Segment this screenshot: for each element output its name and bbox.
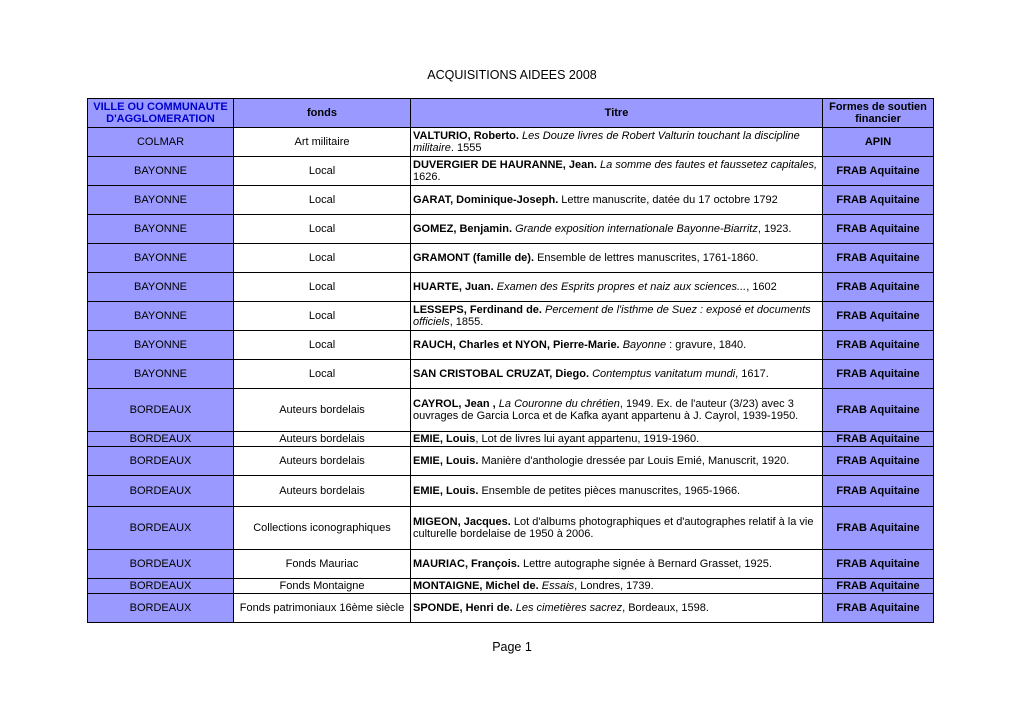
titre-author: EMIE, Louis. (413, 455, 479, 467)
titre-rest: : gravure, 1840. (666, 339, 747, 351)
titre-rest: Lettre autographe signée à Bernard Grasset, 1925. (519, 558, 772, 570)
titre-author: SAN CRISTOBAL CRUZAT, Diego. (413, 368, 590, 380)
header-formes-soutien: Formes de soutien financier (823, 99, 934, 128)
table-header-row (88, 99, 934, 128)
cell-ville: BAYONNE (88, 331, 234, 360)
cell-fonds: Collections iconographiques (234, 507, 411, 550)
cell-ville: BAYONNE (88, 302, 234, 331)
cell-ville: BORDEAUX (88, 476, 234, 507)
titre-rest: Manière d'anthologie dressée par Louis Emié, Manuscrit, 1920. (478, 455, 790, 467)
cell-fonds: Art militaire (234, 128, 411, 157)
titre-work: Percement de l'isthme de Suez : exposé et documents officiels (413, 304, 811, 328)
table-row (88, 579, 934, 594)
cell-fonds: Local (234, 273, 411, 302)
page-number: Page 1 (492, 640, 532, 654)
titre-rest: , 1855. (449, 316, 484, 328)
titre-work: Essais (541, 580, 575, 592)
titre-rest: . 1555 (450, 142, 482, 154)
table-row (88, 157, 934, 186)
cell-fonds: Local (234, 157, 411, 186)
table-row (88, 186, 934, 215)
cell-ville: BORDEAUX (88, 389, 234, 432)
cell-forme-soutien: FRAB Aquitaine (823, 447, 934, 476)
cell-titre (411, 594, 823, 623)
table-row (88, 273, 934, 302)
cell-titre (411, 550, 823, 579)
titre-author: MONTAIGNE, Michel de. (413, 580, 539, 592)
cell-fonds: Fonds patrimoniaux 16ème siècle (234, 594, 411, 623)
cell-forme-soutien: FRAB Aquitaine (823, 360, 934, 389)
cell-fonds: Auteurs bordelais (234, 389, 411, 432)
cell-ville: BORDEAUX (88, 432, 234, 447)
cell-ville: BAYONNE (88, 186, 234, 215)
cell-forme-soutien: FRAB Aquitaine (823, 331, 934, 360)
cell-fonds: Local (234, 215, 411, 244)
cell-ville: BORDEAUX (88, 447, 234, 476)
cell-titre (411, 157, 823, 186)
table-row (88, 244, 934, 273)
header-fonds: fonds (234, 99, 411, 128)
table-body (88, 128, 934, 623)
cell-titre (411, 215, 823, 244)
acquisitions-table (87, 98, 934, 623)
cell-forme-soutien: FRAB Aquitaine (823, 550, 934, 579)
cell-fonds: Auteurs bordelais (234, 432, 411, 447)
header-ville: VILLE OU COMMUNAUTE D'AGGLOMERATION (88, 99, 234, 128)
document-title: ACQUISITIONS AIDEES 2008 (427, 68, 597, 82)
table-row (88, 128, 934, 157)
table-row (88, 476, 934, 507)
cell-forme-soutien: FRAB Aquitaine (823, 157, 934, 186)
titre-author: SPONDE, Henri de. (413, 602, 513, 614)
cell-titre (411, 579, 823, 594)
cell-fonds: Fonds Mauriac (234, 550, 411, 579)
table-row (88, 507, 934, 550)
titre-rest: 1626. (413, 171, 441, 183)
titre-work: Bayonne (622, 339, 667, 351)
cell-titre (411, 476, 823, 507)
titre-rest: , 1602 (746, 281, 777, 293)
cell-forme-soutien: FRAB Aquitaine (823, 476, 934, 507)
titre-work: Les cimetières sacrez (515, 602, 623, 614)
table-row (88, 331, 934, 360)
cell-forme-soutien: FRAB Aquitaine (823, 594, 934, 623)
titre-rest: Ensemble de lettres manuscrites, 1761-1860. (534, 252, 759, 264)
table-row (88, 594, 934, 623)
titre-author: LESSEPS, Ferdinand de. (413, 304, 542, 316)
titre-author: MIGEON, Jacques. (413, 516, 511, 528)
titre-author: GOMEZ, Benjamin. (413, 223, 513, 235)
cell-forme-soutien: FRAB Aquitaine (823, 507, 934, 550)
titre-author: CAYROL, Jean , (413, 398, 496, 410)
cell-ville: BAYONNE (88, 360, 234, 389)
titre-work: Grande exposition internationale Bayonne-Biarritz (515, 223, 758, 235)
cell-forme-soutien: FRAB Aquitaine (823, 244, 934, 273)
cell-forme-soutien: FRAB Aquitaine (823, 273, 934, 302)
cell-fonds: Local (234, 331, 411, 360)
cell-ville: BAYONNE (88, 244, 234, 273)
titre-work: Les Douze livres de Robert Valturin touchant la discipline militaire (413, 130, 800, 154)
cell-ville: BAYONNE (88, 157, 234, 186)
cell-titre (411, 447, 823, 476)
cell-fonds: Local (234, 244, 411, 273)
cell-fonds: Local (234, 186, 411, 215)
titre-work: La somme des fautes et faussetez capitales, (600, 159, 818, 171)
cell-forme-soutien: FRAB Aquitaine (823, 302, 934, 331)
cell-forme-soutien: FRAB Aquitaine (823, 389, 934, 432)
table-row (88, 389, 934, 432)
cell-forme-soutien: APIN (823, 128, 934, 157)
titre-author: GARAT, Dominique-Joseph. (413, 194, 559, 206)
cell-fonds: Auteurs bordelais (234, 447, 411, 476)
table-row (88, 432, 934, 447)
cell-titre (411, 507, 823, 550)
cell-ville: BORDEAUX (88, 594, 234, 623)
titre-author: EMIE, Louis (413, 433, 476, 445)
cell-ville: COLMAR (88, 128, 234, 157)
table-row (88, 550, 934, 579)
titre-rest: , 1923. (757, 223, 792, 235)
cell-ville: BORDEAUX (88, 579, 234, 594)
cell-titre (411, 302, 823, 331)
cell-titre (411, 389, 823, 432)
cell-fonds: Auteurs bordelais (234, 476, 411, 507)
cell-ville: BORDEAUX (88, 550, 234, 579)
cell-forme-soutien: FRAB Aquitaine (823, 432, 934, 447)
titre-author: MAURIAC, François. (413, 558, 520, 570)
cell-forme-soutien: FRAB Aquitaine (823, 215, 934, 244)
titre-rest: , 1617. (735, 368, 769, 380)
titre-author: RAUCH, Charles et NYON, Pierre-Marie. (413, 339, 620, 351)
titre-rest: , Bordeaux, 1598. (622, 602, 709, 614)
header-titre: Titre (411, 99, 823, 128)
cell-titre (411, 360, 823, 389)
cell-ville: BAYONNE (88, 273, 234, 302)
cell-fonds: Local (234, 360, 411, 389)
titre-author: DUVERGIER DE HAURANNE, Jean. (413, 159, 597, 171)
cell-ville: BAYONNE (88, 215, 234, 244)
cell-titre (411, 331, 823, 360)
cell-titre (411, 432, 823, 447)
titre-rest: , Londres, 1739. (574, 580, 654, 592)
titre-rest: , 1949. Ex. de l'auteur (3/23) avec 3 ouvrages de Garcia Lorca et de Kafka ayant appartenu à J. Cayrol, 1939-1950. (413, 398, 799, 422)
titre-rest: Ensemble de petites pièces manuscrites, 1965-1966. (478, 485, 741, 497)
titre-author: EMIE, Louis. (413, 485, 479, 497)
cell-ville: BORDEAUX (88, 507, 234, 550)
table-row (88, 302, 934, 331)
titre-rest: Lot d'albums photographiques et d'autographes relatif à la vie culturelle bordelaise de 1950 à 2006. (413, 516, 814, 540)
titre-rest: , Lot de livres lui ayant appartenu, 1919-1960. (475, 433, 700, 445)
titre-author: HUARTE, Juan. (413, 281, 494, 293)
titre-author: GRAMONT (famille de). (413, 252, 535, 264)
cell-titre (411, 273, 823, 302)
table-row (88, 215, 934, 244)
cell-forme-soutien: FRAB Aquitaine (823, 186, 934, 215)
cell-fonds: Local (234, 302, 411, 331)
table-row (88, 447, 934, 476)
titre-rest: Lettre manuscrite, datée du 17 octobre 1792 (558, 194, 778, 206)
cell-fonds: Fonds Montaigne (234, 579, 411, 594)
titre-author: VALTURIO, Roberto. (413, 130, 519, 142)
cell-titre (411, 128, 823, 157)
titre-work: La Couronne du chrétien (498, 398, 620, 410)
table-row (88, 360, 934, 389)
cell-titre (411, 244, 823, 273)
cell-forme-soutien: FRAB Aquitaine (823, 579, 934, 594)
titre-work: Examen des Esprits propres et naiz aux sciences... (496, 281, 747, 293)
cell-titre (411, 186, 823, 215)
titre-work: Contemptus vanitatum mundi (592, 368, 736, 380)
